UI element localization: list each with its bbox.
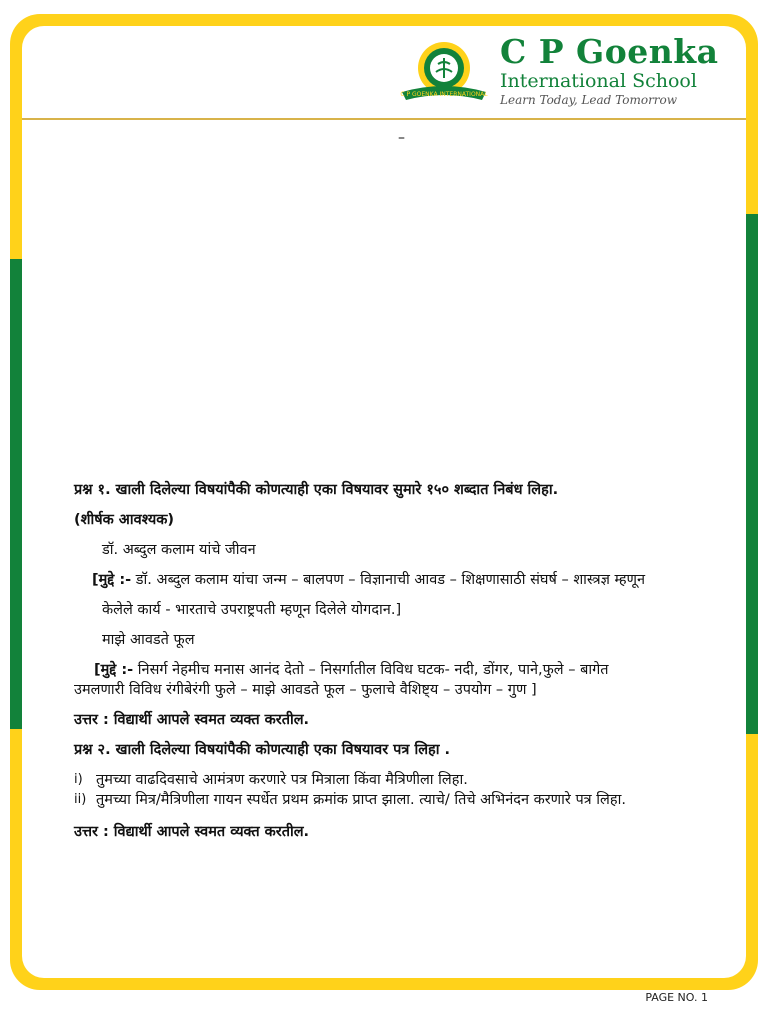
q1-points-1-line-2: केलेले कार्य - भारताचे उपराष्ट्रपती म्हणून दिलेले योगदान.] <box>102 602 402 618</box>
page-number: PAGE NO. 1 <box>645 991 708 1004</box>
q1-title: प्रश्न १. खाली दिलेल्या विषयांपैकी कोणत्याही एका विषयावर सुमारे १५० शब्दात निबंध लिहा. <box>74 482 559 498</box>
list-item-text: तुमच्या वाढदिवसाचे आमंत्रण करणारे पत्र मित्राला किंवा मैत्रिणीला लिहा. <box>96 772 468 788</box>
q2-answer: उत्तर : विद्यार्थी आपले स्वमत व्यक्त करतील. <box>74 824 310 840</box>
separator-dash: – <box>398 130 405 146</box>
q2-title: प्रश्न २. खाली दिलेल्या विषयांपैकी कोणत्याही एका विषयावर पत्र लिहा . <box>74 742 451 758</box>
points-text: डॉ. अब्दुल कलाम यांचा जन्म – बालपण – विज्ञानाची आवड – शिक्षणासाठी संघर्ष – शास्त्रज्ञ म्हणून <box>135 572 646 588</box>
q1-points-2-line-1 <box>74 660 724 680</box>
list-marker: i) <box>74 772 83 787</box>
points-label: [मुद्दे :- <box>94 662 134 678</box>
q1-points-1-line-1 <box>74 570 724 590</box>
school-brand <box>500 34 730 108</box>
list-marker: ii) <box>74 792 87 807</box>
list-item-text: तुमच्या मित्र/मैत्रिणीला गायन स्पर्धेत प्रथम क्रमांक प्राप्त झाला. त्याचे/ तिचे अभिनंदन करणारे पत्र लिहा. <box>96 792 626 808</box>
q1-topic-2: माझे आवडते फूल <box>102 632 195 648</box>
q2-item <box>74 770 724 790</box>
q2-item <box>74 790 724 810</box>
school-emblem-logo <box>398 36 490 106</box>
q1-topic-1: डॉ. अब्दुल कलाम यांचे जीवन <box>102 542 256 558</box>
document-content <box>74 480 724 842</box>
points-text: निसर्ग नेहमीच मनास आनंद देतो – निसर्गातील विविध घटक- नदी, डोंगर, पाने,फुले – बागेत <box>137 662 609 678</box>
school-tagline: Learn Today, Lead Tomorrow <box>500 93 678 107</box>
q1-points-2-line-2: उमलणारी विविध रंगीबेरंगी फुले – माझे आवडते फूल – फुलाचे वैशिष्ट्य – उपयोग – गुण ] <box>74 682 537 698</box>
q1-note: (शीर्षक आवश्यक) <box>74 512 175 528</box>
school-subtitle: International School <box>500 70 697 92</box>
emblem-ribbon-text: C P GOENKA INTERNATIONAL <box>400 91 488 98</box>
header-divider <box>22 118 746 120</box>
points-label: [मुद्दे :- <box>92 572 132 588</box>
school-name: C P Goenka <box>500 32 719 71</box>
q1-answer: उत्तर : विद्यार्थी आपले स्वमत व्यक्त करतील. <box>74 712 310 728</box>
